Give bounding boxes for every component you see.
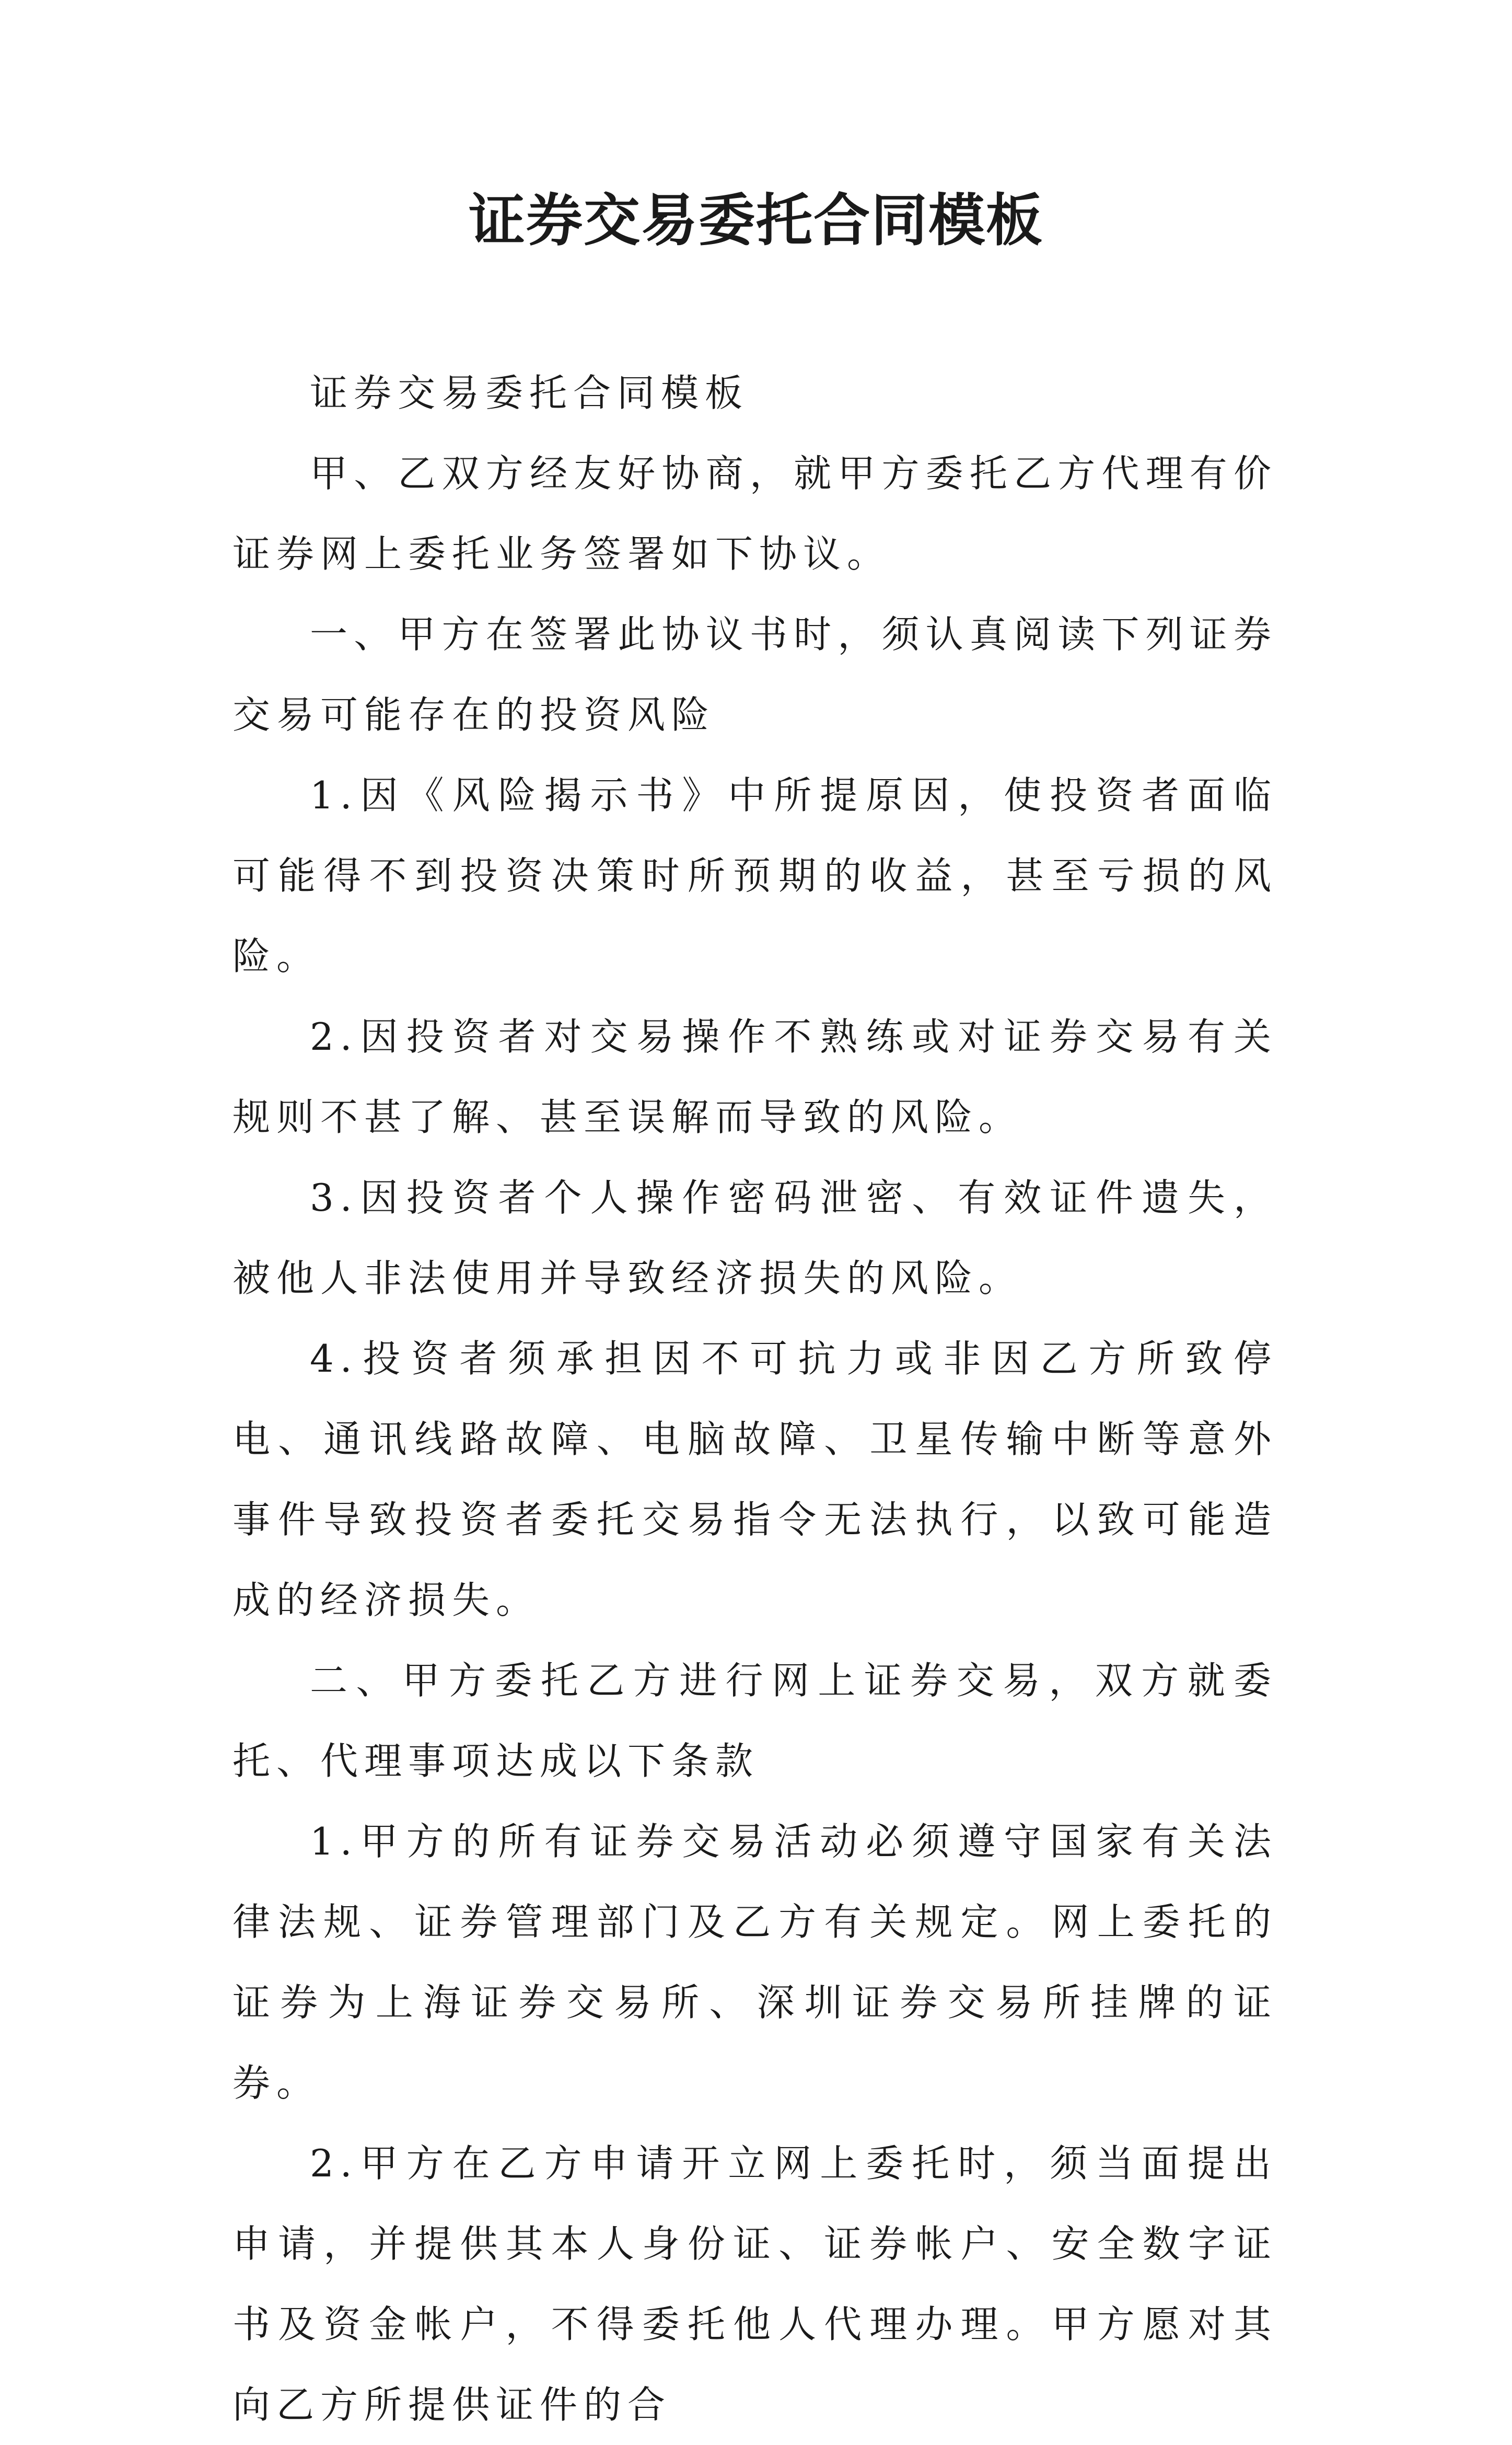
paragraph-clause-1: 1.甲方的所有证券交易活动必须遵守国家有关法律法规、证券管理部门及乙方有关规定。网上委托的证券为上海证券交易所、深圳证券交易所挂牌的证券。 xyxy=(232,1820,1277,2105)
paragraph-clause-2: 2.甲方在乙方申请开立网上委托时，须当面提出申请，并提供其本人身份证、证券帐户、安全数字证书及资金帐户，不得委托他人代理办理。甲方愿对其向乙方所提供证件的合 xyxy=(232,2141,1277,2427)
paragraph-heading: 证券交易委托合同模板 xyxy=(310,371,749,415)
paragraph-risk-4: 4.投资者须承担因不可抗力或非因乙方所致停电、通讯线路故障、电脑故障、卫星传输中断等意外事件导致投资者委托交易指令无法执行，以致可能造成的经济损失。 xyxy=(232,1337,1277,1622)
paragraph-risk-2: 2.因投资者对交易操作不熟练或对证券交易有关规则不甚了解、甚至误解而导致的风险。 xyxy=(232,1015,1277,1139)
document-title: 证券交易委托合同模板 xyxy=(468,188,1043,253)
paragraph-section-two: 二、甲方委托乙方进行网上证券交易，双方就委托、代理事项达成以下条款 xyxy=(232,1659,1277,1783)
paragraph-section-one: 一、甲方在签署此协议书时，须认真阅读下列证券交易可能存在的投资风险 xyxy=(232,612,1277,737)
paragraph-risk-3: 3.因投资者个人操作密码泄密、有效证件遗失，被他人非法使用并导致经济损失的风险。 xyxy=(232,1176,1277,1300)
paragraph-risk-1: 1.因《风险揭示书》中所提原因，使投资者面临可能得不到投资决策时所预期的收益，甚至亏损的风险。 xyxy=(232,773,1277,978)
document-body xyxy=(232,353,1277,2445)
paragraph-intro: 甲、乙双方经友好协商，就甲方委托乙方代理有价证券网上委托业务签署如下协议。 xyxy=(232,451,1277,576)
